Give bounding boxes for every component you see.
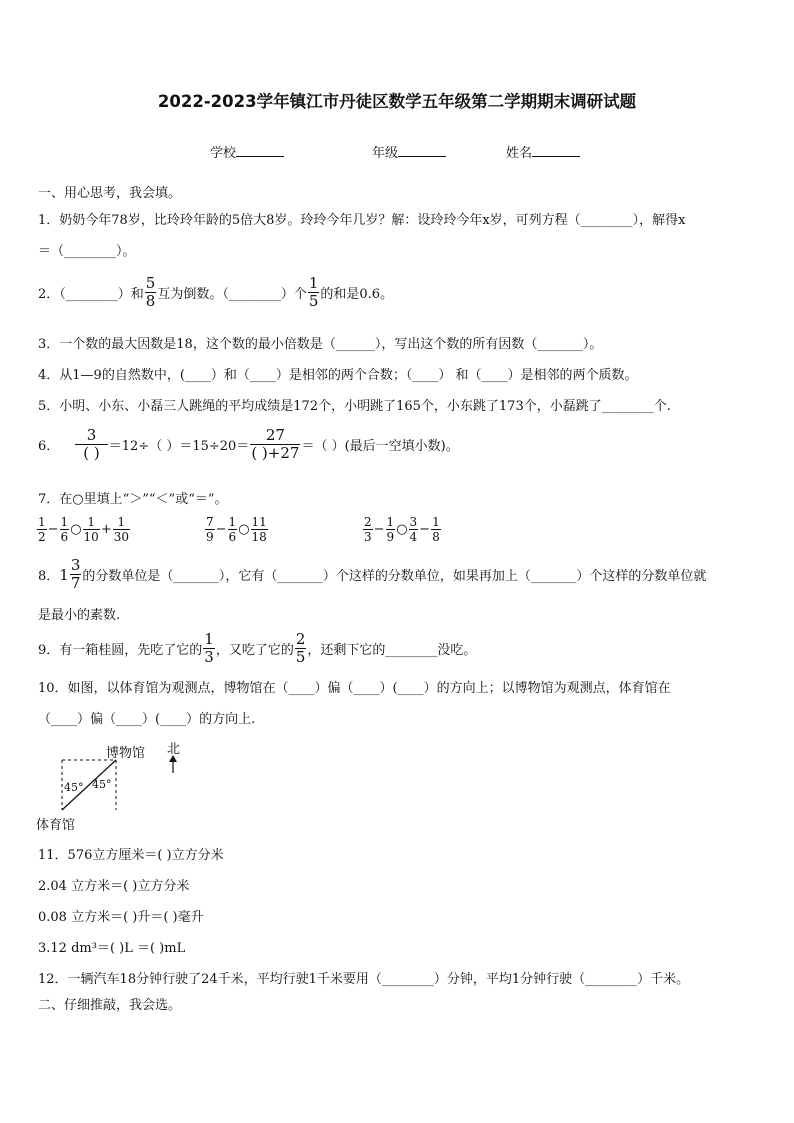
name-blank[interactable] [532, 143, 580, 157]
museum-label: 博物馆 [106, 746, 146, 761]
question-1-line-2: ＝（________）。 [38, 244, 136, 259]
fraction-27-blank: $\frac{27}{( )+27}$ [251, 426, 300, 462]
compare-circle-2[interactable]: ○ [238, 522, 250, 537]
question-1-line-1: 1．奶奶今年78岁，比玲玲年龄的5倍大8岁。玲玲今年几岁？解：设玲玲今年x岁，可列方程（________），解得x [38, 213, 686, 228]
question-6-part-b: ＝12÷（ ）＝15÷20＝ [108, 439, 250, 454]
question-9-part-c: ，还剩下它的________没吃。 [307, 643, 477, 658]
question-2 [38, 276, 393, 309]
compare-expression-3: $\frac{2}{3}$ − $\frac{1}{9}$ ○ $\frac{3}{4}$ − $\frac{1}{8}$ [364, 515, 440, 544]
question-8-line-2: 是最小的素数. [38, 608, 121, 623]
question-4: 4．从1—9的自然数中，(____）和（____）是相邻的两个合数；（____） 和（____）是相邻的两个质数。 [38, 368, 638, 383]
fraction-2-5: $\frac{2}{5}$ [295, 630, 306, 666]
fraction-1-3: $\frac{1}{3}$ [204, 630, 214, 666]
question-2-part-a: 2．（________）和 [38, 287, 144, 302]
direction-diagram [36, 738, 186, 833]
question-11-line-1: 11．576立方厘米＝( )立方分米 [38, 848, 224, 863]
name-label: 姓名 [506, 146, 533, 161]
question-6-part-c: ＝（ ）(最后一空填小数)。 [301, 439, 459, 454]
grade-label: 年级 [372, 146, 399, 161]
fraction-3-blank: $\frac{3}{( )}$ [75, 428, 107, 461]
question-11-line-4: 3.12 dm³＝( )L ＝( )mL [38, 941, 186, 956]
section-1-heading: 一、用心思考，我会填。 [38, 186, 182, 201]
question-6 [38, 428, 459, 461]
section-2-heading: 二、仔细推敲，我会选。 [38, 998, 182, 1013]
question-10-line-2: （____）偏（____）(____）的方向上. [38, 712, 256, 727]
angle-label-1: 45° [64, 781, 84, 794]
page-title: 2022-2023学年镇江市丹徒区数学五年级第二学期期末调研试题 [157, 92, 637, 111]
fraction-5-8: $\frac{5}{8}$ [145, 274, 156, 310]
question-9-part-a: 9．有一箱桂圆，先吃了它的 [38, 643, 203, 658]
angle-label-2: 45° [92, 778, 112, 791]
question-3: 3．一个数的最大因数是18，这个数的最小倍数是（______），写出这个数的所有因数（_______）。 [38, 337, 603, 352]
question-12: 12．一辆汽车18分钟行驶了24千米，平均行驶1千米要用（________）分钟，平均1分钟行驶（________）千米。 [38, 972, 690, 987]
north-label: 北 [167, 742, 181, 757]
question-9 [38, 632, 476, 665]
question-11-line-3: 0.08 立方米＝( )升＝( )毫升 [38, 910, 204, 925]
grade-field[interactable] [372, 142, 446, 161]
name-field[interactable] [506, 142, 580, 161]
compare-circle-1[interactable]: ○ [70, 522, 82, 537]
question-2-part-c: 的和是0.6。 [320, 287, 394, 302]
question-8-part-a: 的分数单位是（_______），它有（_______）个这样的分数单位，如果再加上（_______）个这样的分数单位就 [82, 569, 707, 584]
compare-expression-2: $\frac{7}{9}$ − $\frac{1}{6}$ ○ $\frac{11}{18}$ [206, 515, 267, 544]
school-label: 学校 [210, 146, 237, 161]
school-blank[interactable] [236, 143, 284, 157]
mixed-number-1-3-7: 1 $\frac{3}{7}$ [59, 556, 81, 592]
gym-label: 体育馆 [36, 818, 76, 833]
question-7: 7．在○里填上“＞”“＜”或“＝”。 [38, 492, 228, 507]
question-2-part-b: 互为倒数。（________）个 [157, 287, 307, 302]
school-field[interactable] [210, 142, 284, 161]
question-6-label: 6． [38, 439, 60, 454]
question-5: 5．小明、小东、小磊三人跳绳的平均成绩是172个，小明跳了165个，小东跳了173个，小磊跳了________个. [38, 399, 671, 414]
question-8-line-1 [38, 558, 706, 591]
compare-expression-1: $\frac{1}{2}$ − $\frac{1}{6}$ ○ $\frac{1}{10}$ + $\frac{1}{30}$ [38, 515, 129, 544]
question-8-label: 8． [38, 569, 60, 584]
question-10-line-1: 10．如图，以体育馆为观测点，博物馆在（____）偏（____）(____）的方向上；以博物馆为观测点，体育馆在 [38, 681, 671, 696]
fraction-1-5: $\frac{1}{5}$ [308, 274, 319, 310]
question-9-part-b: ，又吃了它的 [215, 643, 294, 658]
grade-blank[interactable] [398, 143, 446, 157]
question-11-line-2: 2.04 立方米＝( )立方分米 [38, 879, 190, 894]
compare-circle-3[interactable]: ○ [396, 522, 408, 537]
